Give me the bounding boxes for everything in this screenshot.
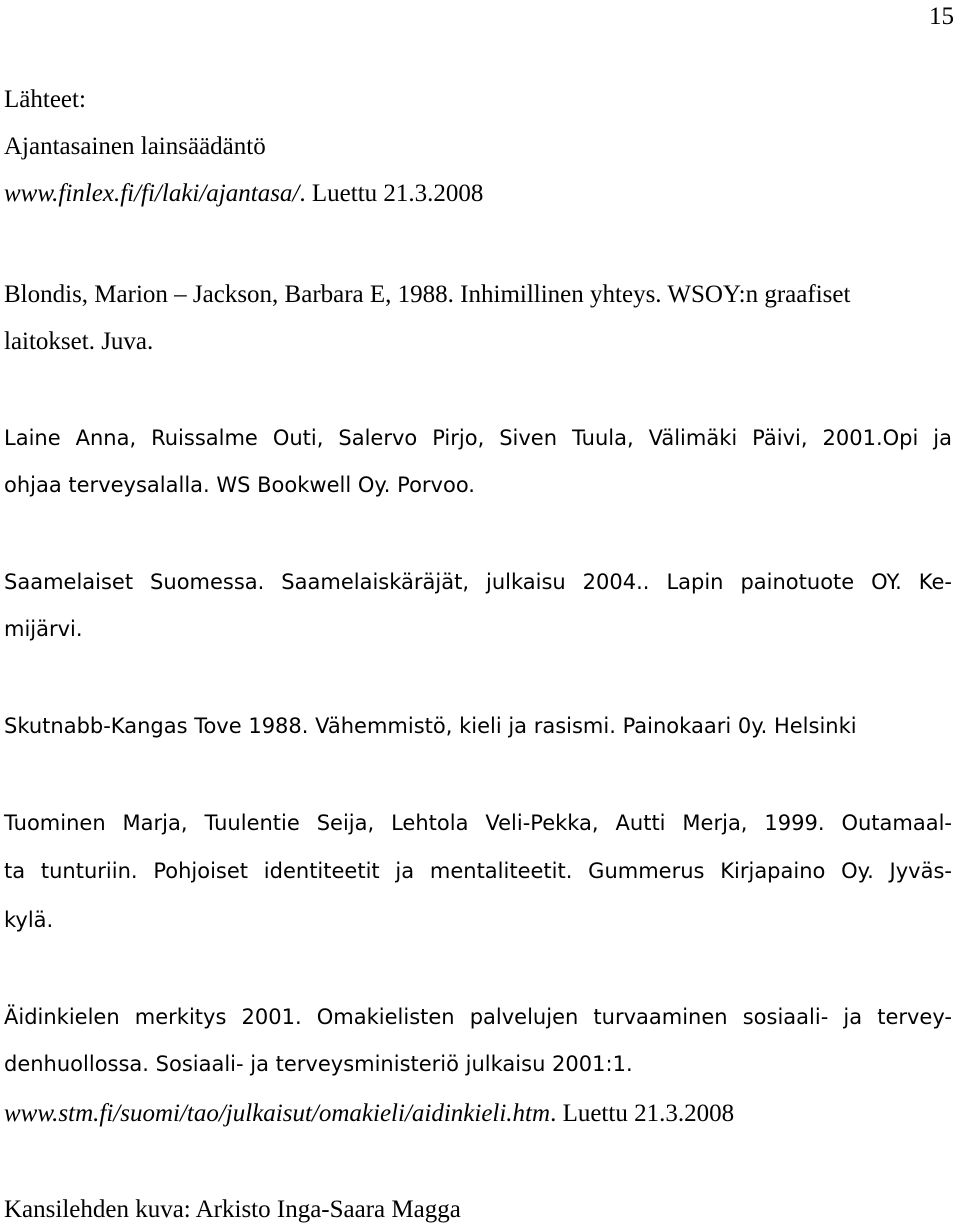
reference-6-line-3: kylä. [4,908,54,932]
sources-heading: Lähteet: [4,86,86,113]
reference-3-line-2: ohjaa terveysalalla. WS Bookwell Oy. Porvoo. [4,473,475,497]
reference-1-url[interactable]: www.finlex.fi/fi/laki/ajantasa/ [4,180,300,207]
reference-5-line-1: Skutnabb-Kangas Tove 1988. Vähemmistö, kieli ja rasismi. Painokaari 0y. Helsinki [4,714,857,738]
reference-1-source [4,181,483,206]
reference-7-accessed: . Luettu 21.3.2008 [550,1100,735,1127]
reference-1-title: Ajantasainen lainsäädäntö [4,133,266,160]
page-number: 15 [929,3,954,30]
reference-6-line-2: ta tunturiin. Pohjoiset identiteetit ja mentaliteetit. Gummerus Kirjapaino Oy. Jyväs- [4,859,952,883]
reference-7-line-1: Äidinkielen merkitys 2001. Omakielisten palvelujen turvaaminen sosiaali- ja tervey- [4,1005,952,1029]
reference-3-line-1: Laine Anna, Ruissalme Outi, Salervo Pirjo, Siven Tuula, Välimäki Päivi, 2001.Opi ja [4,426,952,450]
reference-6-line-1: Tuominen Marja, Tuulentie Seija, Lehtola Veli-Pekka, Autti Merja, 1999. Outamaal- [4,811,952,835]
reference-7-line-2: denhuollossa. Sosiaali- ja terveysministeriö julkaisu 2001:1. [4,1052,633,1076]
reference-7-url[interactable]: www.stm.fi/suomi/tao/julkaisut/omakieli/aidinkieli.htm [4,1100,551,1127]
reference-7-source [4,1101,734,1126]
cover-credit: Kansilehden kuva: Arkisto Inga-Saara Magga [4,1196,461,1223]
reference-4-line-1: Saamelaiset Suomessa. Saamelaiskäräjät, julkaisu 2004.. Lapin painotuote OY. Ke- [4,570,952,594]
reference-2-line-2: laitokset. Juva. [4,328,154,355]
reference-2-line-1: Blondis, Marion – Jackson, Barbara E, 1988. Inhimillinen yhteys. WSOY:n graafiset [4,281,851,308]
reference-4-line-2: mijärvi. [4,617,83,641]
reference-1-accessed: . Luettu 21.3.2008 [299,180,484,207]
